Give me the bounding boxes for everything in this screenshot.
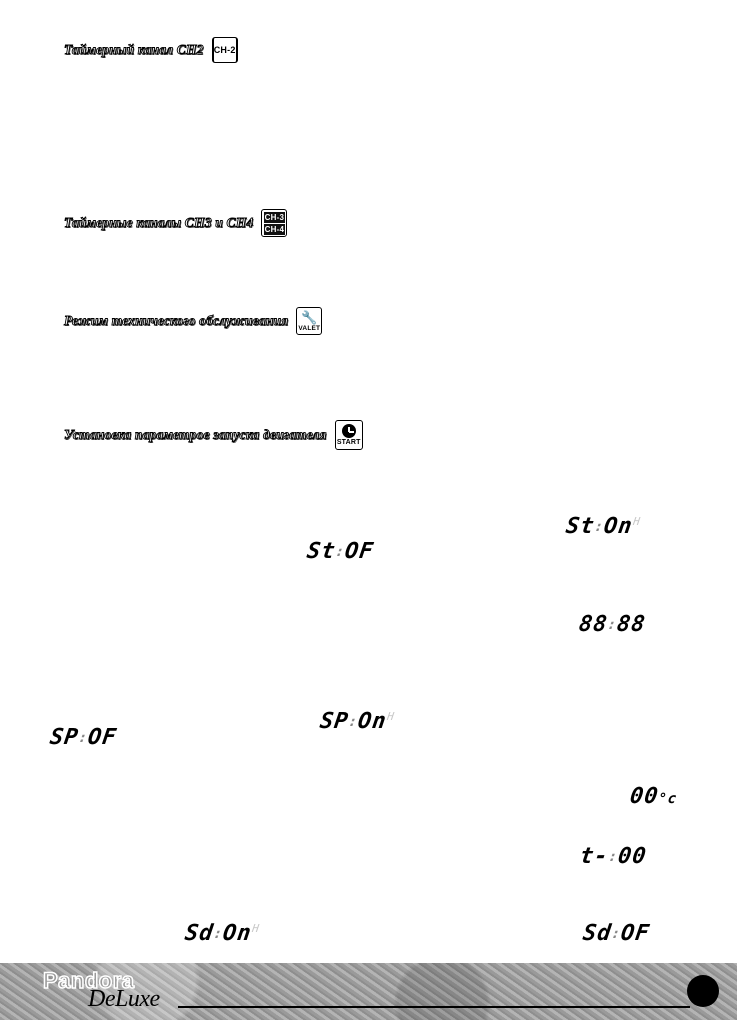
heading-text: Таймерный канал CH2 xyxy=(64,42,204,57)
brand-logo-deluxe: DeLuxe xyxy=(88,986,160,1012)
brand-logo-pandora: Pandora xyxy=(43,968,135,993)
lcd-st-of: St:OF xyxy=(305,539,376,564)
lcd-sd-on: $Sd:On^H$ xyxy=(183,921,261,946)
lcd-time: 88:88 xyxy=(577,612,648,637)
heading-text: Установка параметров запуска двигателя xyxy=(64,427,327,442)
lcd-st-on: $St:On^H$ xyxy=(564,514,642,539)
ch-2-icon: CH-2 xyxy=(212,37,238,63)
ch-3-label: CH-3 xyxy=(264,212,285,222)
heading-engine-start-params xyxy=(64,420,363,450)
footer-rule xyxy=(178,1006,690,1008)
heading-text: Режим технического обслуживания xyxy=(64,313,289,328)
wrench-icon: 🔧 xyxy=(301,309,318,325)
heading-text: Таймерные каналы CH3 и CH4 xyxy=(64,215,254,230)
clock-icon xyxy=(342,424,356,438)
lcd-sp-of: SP:OF xyxy=(48,725,119,750)
heading-service-mode xyxy=(64,307,322,335)
ch-3-4-icon xyxy=(261,209,287,237)
ch-4-label: CH-4 xyxy=(264,224,285,234)
heading-timer-ch3-ch4 xyxy=(64,209,287,237)
valet-icon xyxy=(296,307,322,335)
lcd-sd-of: Sd:OF xyxy=(581,921,652,946)
lcd-temperature: 00°c xyxy=(628,784,679,809)
heading-timer-ch2 xyxy=(64,37,238,63)
valet-label: VALET xyxy=(298,324,321,332)
lcd-sp-on: $SP:On^H$ xyxy=(318,709,396,734)
start-label: START xyxy=(336,439,361,446)
start-icon xyxy=(335,420,363,450)
lcd-t-00: t-:00 xyxy=(578,844,649,869)
page-marker-circle xyxy=(687,975,719,1007)
